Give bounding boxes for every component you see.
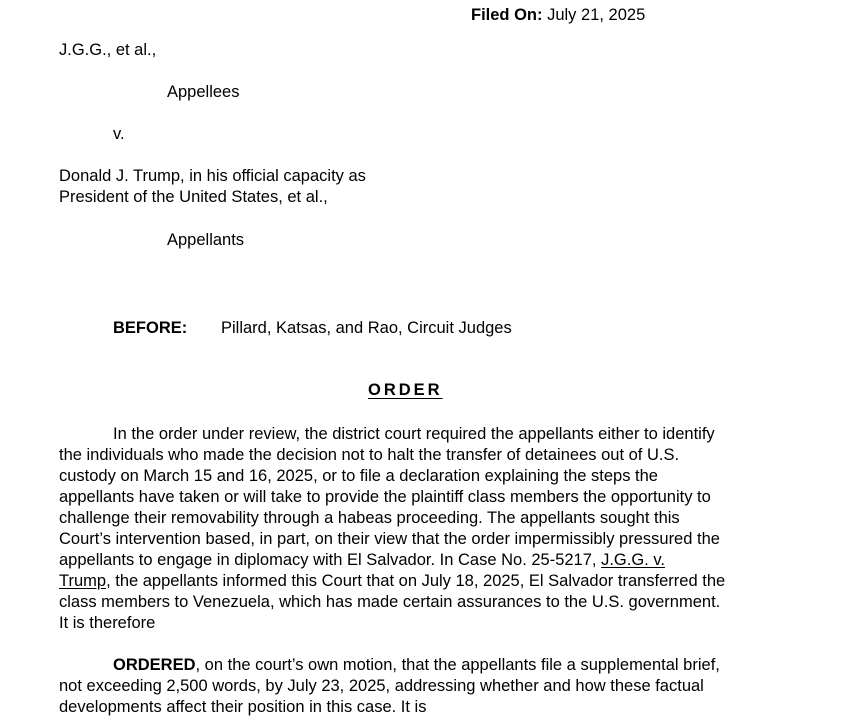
p1-line-8 — [59, 571, 779, 592]
p1-line-7 — [59, 550, 779, 571]
versus: v. — [113, 125, 125, 143]
order-paragraph-1 — [59, 424, 779, 634]
p2-line-3: developments affect their position in this case. It is — [59, 698, 427, 716]
p2-line-1 — [59, 655, 779, 676]
appellants-name-line2: President of the United States, et al., — [59, 188, 328, 206]
p1-line-2: the individuals who made the decision not to halt the transfer of detainees out of U.S. — [59, 446, 680, 464]
case-name-link-part2: Trump — [59, 572, 107, 590]
p1-line-3: custody on March 15 and 16, 2025, or to file a declaration explaining the steps the — [59, 467, 658, 485]
p1-line-5: challenge their removability through a habeas proceeding. The appellants sought this — [59, 509, 680, 527]
filed-on-label: Filed On: — [471, 6, 543, 24]
panel-before — [113, 318, 187, 339]
filed-on-date: July 21, 2025 — [547, 6, 646, 24]
order-paragraph-2 — [59, 655, 779, 718]
p1-line-6: Court’s intervention based, in part, on their view that the order impermissibly pressured the — [59, 530, 720, 548]
p1-line-7-text: appellants to engage in diplomacy with El Salvador. In Case No. 25-5217, — [59, 551, 602, 569]
order-title: ORDER — [368, 381, 443, 399]
filed-on — [471, 5, 645, 26]
before-label: BEFORE: — [113, 319, 188, 337]
appellants-name-line1: Donald J. Trump, in his official capacity as — [59, 167, 366, 185]
appellees-name: J.G.G., et al., — [59, 41, 157, 59]
ordered-label: ORDERED — [113, 656, 196, 674]
p2-line-2: not exceeding 2,500 words, by July 23, 2025, addressing whether and how these factual — [59, 677, 704, 695]
p1-line-9: class members to Venezuela, which has made certain assurances to the U.S. government. — [59, 593, 721, 611]
panel-judges: Pillard, Katsas, and Rao, Circuit Judges — [221, 319, 512, 337]
p1-line-4: appellants have taken or will take to provide the plaintiff class members the opportunity to — [59, 488, 711, 506]
p1-line-1: In the order under review, the district court required the appellants either to identify — [113, 425, 715, 443]
appellees-role: Appellees — [167, 83, 240, 101]
p2-line-1-text: , on the court’s own motion, that the appellants file a supplemental brief, — [195, 656, 720, 674]
appellants-role: Appellants — [167, 231, 245, 249]
p1-line-8-text: , the appellants informed this Court that on July 18, 2025, El Salvador transferred the — [106, 572, 726, 590]
case-name-link-part1: J.G.G. v. — [601, 551, 665, 569]
p1-line-10: It is therefore — [59, 614, 156, 632]
